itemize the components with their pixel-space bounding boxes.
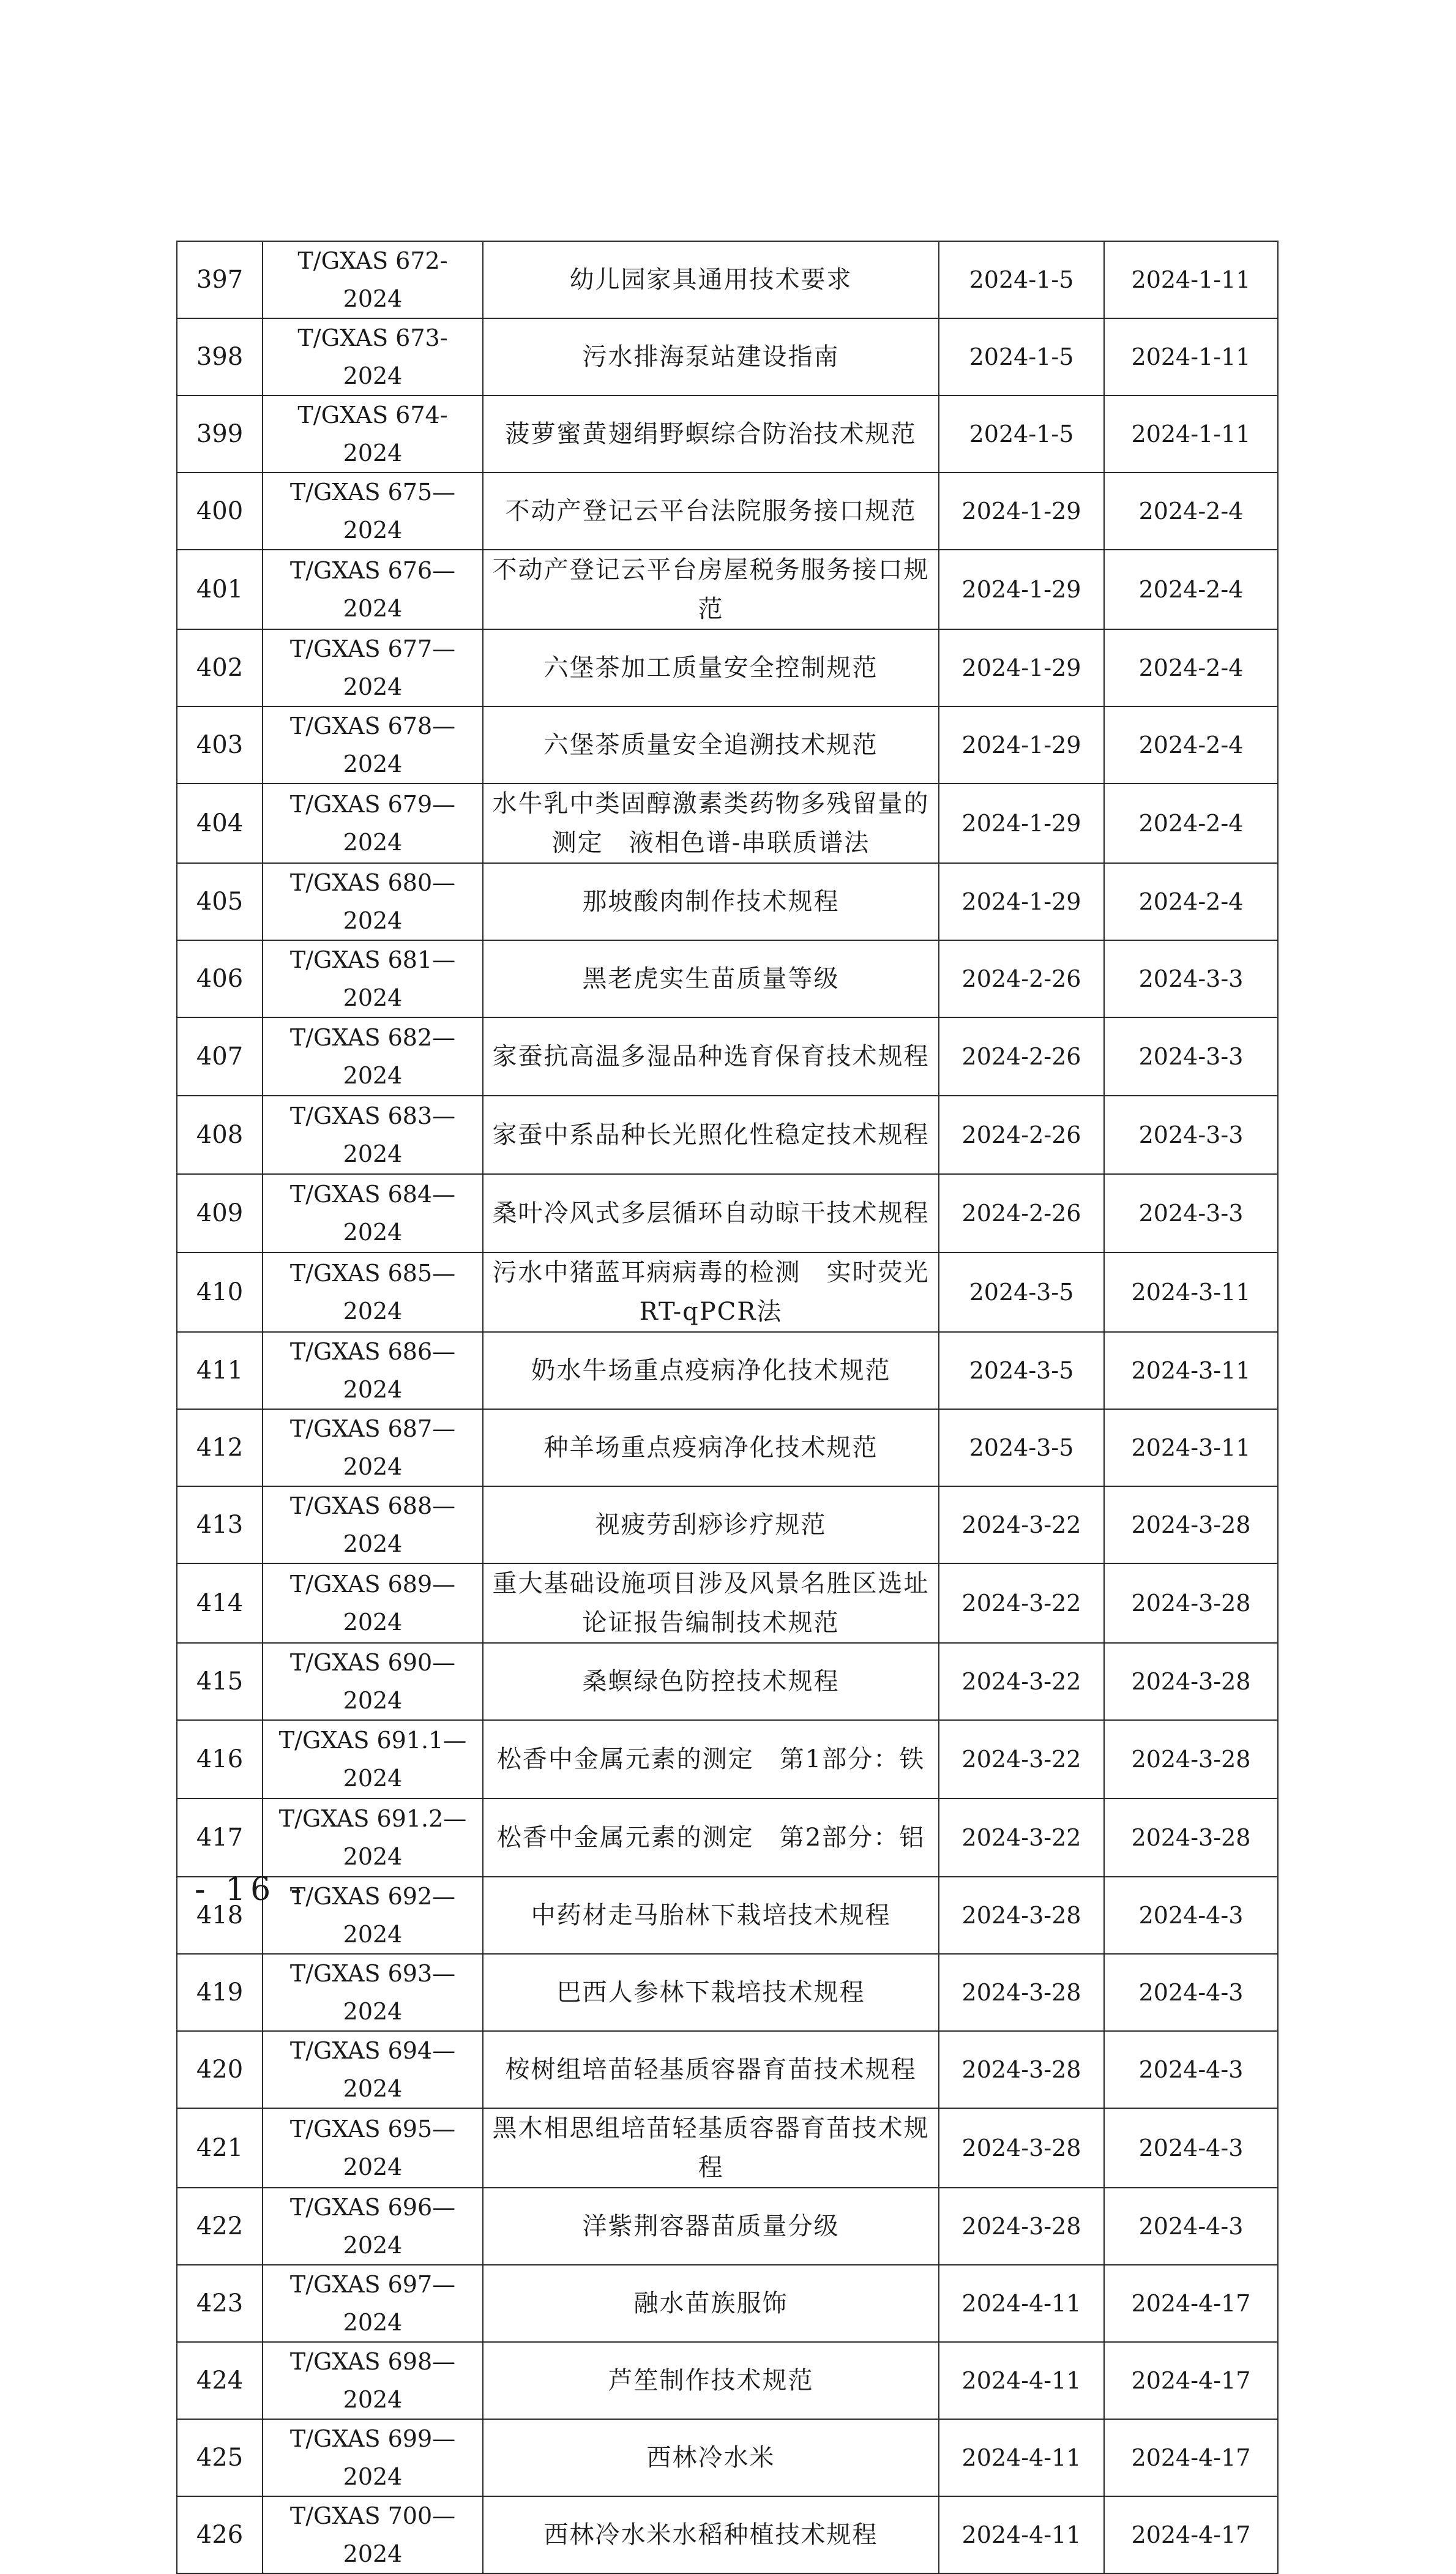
table-row [177,2496,1278,2573]
table-row [177,2188,1278,2265]
table-row [177,1332,1278,1409]
standard-code-cell: T/GXAS 673-2024 [263,318,483,395]
publish-date-cell: 2024-1-29 [939,706,1104,784]
standard-name-cell: 洋紫荆容器苗质量分级 [483,2188,939,2265]
standard-name-cell: 不动产登记云平台房屋税务服务接口规范 [483,550,939,629]
table-row [177,1563,1278,1643]
standard-name-cell: 那坡酸肉制作技术规程 [483,863,939,940]
implement-date-cell: 2024-3-28 [1104,1798,1278,1877]
row-number-cell: 414 [177,1563,263,1643]
publish-date-cell: 2024-3-5 [939,1252,1104,1332]
table-row [177,629,1278,706]
row-number-cell: 413 [177,1486,263,1563]
standard-name-cell: 种羊场重点疫病净化技术规范 [483,1409,939,1486]
implement-date-cell: 2024-3-3 [1104,1096,1278,1174]
implement-date-cell: 2024-4-3 [1104,1877,1278,1954]
table-row [177,241,1278,318]
publish-date-cell: 2024-4-11 [939,2496,1104,2573]
row-number-cell: 410 [177,1252,263,1332]
row-number-cell: 406 [177,940,263,1017]
row-number-cell: 401 [177,550,263,629]
standard-code-cell: T/GXAS 678—2024 [263,706,483,784]
implement-date-cell: 2024-3-11 [1104,1409,1278,1486]
implement-date-cell: 2024-4-17 [1104,2342,1278,2419]
table-row [177,706,1278,784]
standard-name-cell: 西林冷水米水稻种植技术规程 [483,2496,939,2573]
standard-code-cell: T/GXAS 674-2024 [263,395,483,473]
standard-name-cell: 融水苗族服饰 [483,2265,939,2342]
implement-date-cell: 2024-4-3 [1104,2031,1278,2108]
implement-date-cell: 2024-4-3 [1104,2108,1278,2188]
implement-date-cell: 2024-2-4 [1104,629,1278,706]
row-number-cell: 398 [177,318,263,395]
table-row [177,863,1278,940]
implement-date-cell: 2024-4-3 [1104,2188,1278,2265]
table-row [177,1409,1278,1486]
row-number-cell: 425 [177,2419,263,2496]
standard-name-cell: 松香中金属元素的测定 第1部分：铁 [483,1720,939,1798]
row-number-cell: 412 [177,1409,263,1486]
row-number-cell: 405 [177,863,263,940]
table-row [177,1017,1278,1096]
standard-name-cell: 奶水牛场重点疫病净化技术规范 [483,1332,939,1409]
publish-date-cell: 2024-2-26 [939,1174,1104,1252]
publish-date-cell: 2024-4-11 [939,2342,1104,2419]
standard-code-cell: T/GXAS 687—2024 [263,1409,483,1486]
standard-name-cell: 黑木相思组培苗轻基质容器育苗技术规程 [483,2108,939,2188]
row-number-cell: 404 [177,784,263,863]
table-row [177,318,1278,395]
publish-date-cell: 2024-3-22 [939,1643,1104,1720]
publish-date-cell: 2024-1-29 [939,863,1104,940]
publish-date-cell: 2024-3-22 [939,1798,1104,1877]
publish-date-cell: 2024-4-11 [939,2419,1104,2496]
publish-date-cell: 2024-1-29 [939,473,1104,550]
standard-code-cell: T/GXAS 694—2024 [263,2031,483,2108]
publish-date-cell: 2024-3-22 [939,1720,1104,1798]
table-row [177,2342,1278,2419]
standard-code-cell: T/GXAS 691.2—2024 [263,1798,483,1877]
standard-name-cell: 不动产登记云平台法院服务接口规范 [483,473,939,550]
row-number-cell: 426 [177,2496,263,2573]
publish-date-cell: 2024-2-26 [939,940,1104,1017]
implement-date-cell: 2024-3-28 [1104,1643,1278,1720]
table-row [177,550,1278,629]
standard-code-cell: T/GXAS 692—2024 [263,1877,483,1954]
implement-date-cell: 2024-1-11 [1104,241,1278,318]
table-row [177,473,1278,550]
row-number-cell: 419 [177,1954,263,2031]
page-number: - 16 - [195,1871,307,1908]
table-row [177,2031,1278,2108]
publish-date-cell: 2024-1-5 [939,241,1104,318]
table-row [177,2108,1278,2188]
publish-date-cell: 2024-3-28 [939,1954,1104,2031]
standard-name-cell: 芦笙制作技术规范 [483,2342,939,2419]
standard-code-cell: T/GXAS 690—2024 [263,1643,483,1720]
table-row [177,2265,1278,2342]
row-number-cell: 402 [177,629,263,706]
table-row [177,1096,1278,1174]
standard-name-cell: 桉树组培苗轻基质容器育苗技术规程 [483,2031,939,2108]
publish-date-cell: 2024-3-22 [939,1563,1104,1643]
publish-date-cell: 2024-3-5 [939,1332,1104,1409]
standard-code-cell: T/GXAS 700—2024 [263,2496,483,2573]
implement-date-cell: 2024-2-4 [1104,706,1278,784]
table-row [177,2419,1278,2496]
standard-name-cell: 六堡茶质量安全追溯技术规范 [483,706,939,784]
standard-name-cell: 西林冷水米 [483,2419,939,2496]
standard-name-cell: 六堡茶加工质量安全控制规范 [483,629,939,706]
standard-code-cell: T/GXAS 685—2024 [263,1252,483,1332]
row-number-cell: 423 [177,2265,263,2342]
table-row [177,1486,1278,1563]
standard-name-cell: 水牛乳中类固醇激素类药物多残留量的测定 液相色谱-串联质谱法 [483,784,939,863]
standard-code-cell: T/GXAS 693—2024 [263,1954,483,2031]
standard-code-cell: T/GXAS 696—2024 [263,2188,483,2265]
standard-code-cell: T/GXAS 698—2024 [263,2342,483,2419]
standard-name-cell: 黑老虎实生苗质量等级 [483,940,939,1017]
standard-code-cell: T/GXAS 680—2024 [263,863,483,940]
publish-date-cell: 2024-1-29 [939,784,1104,863]
implement-date-cell: 2024-4-3 [1104,1954,1278,2031]
standard-code-cell: T/GXAS 695—2024 [263,2108,483,2188]
publish-date-cell: 2024-2-26 [939,1017,1104,1096]
standard-name-cell: 巴西人参林下栽培技术规程 [483,1954,939,2031]
standard-name-cell: 松香中金属元素的测定 第2部分：铝 [483,1798,939,1877]
implement-date-cell: 2024-4-17 [1104,2496,1278,2573]
standard-code-cell: T/GXAS 682—2024 [263,1017,483,1096]
standard-name-cell: 中药材走马胎林下栽培技术规程 [483,1877,939,1954]
implement-date-cell: 2024-4-17 [1104,2419,1278,2496]
row-number-cell: 421 [177,2108,263,2188]
standard-name-cell: 菠萝蜜黄翅绢野螟综合防治技术规范 [483,395,939,473]
standard-name-cell: 家蚕中系品种长光照化性稳定技术规程 [483,1096,939,1174]
implement-date-cell: 2024-1-11 [1104,318,1278,395]
standard-name-cell: 污水排海泵站建设指南 [483,318,939,395]
standard-code-cell: T/GXAS 697—2024 [263,2265,483,2342]
publish-date-cell: 2024-2-26 [939,1096,1104,1174]
publish-date-cell: 2024-3-28 [939,2108,1104,2188]
implement-date-cell: 2024-2-4 [1104,784,1278,863]
standards-table-body [177,241,1278,2573]
standard-code-cell: T/GXAS 675—2024 [263,473,483,550]
publish-date-cell: 2024-3-28 [939,2031,1104,2108]
publish-date-cell: 2024-1-5 [939,395,1104,473]
standard-code-cell: T/GXAS 689—2024 [263,1563,483,1643]
table-row [177,395,1278,473]
table-row [177,1643,1278,1720]
standard-name-cell: 重大基础设施项目涉及风景名胜区选址论证报告编制技术规范 [483,1563,939,1643]
implement-date-cell: 2024-2-4 [1104,473,1278,550]
table-row [177,1798,1278,1877]
table-row [177,1174,1278,1252]
row-number-cell: 420 [177,2031,263,2108]
row-number-cell: 403 [177,706,263,784]
standard-name-cell: 桑叶冷风式多层循环自动晾干技术规程 [483,1174,939,1252]
row-number-cell: 408 [177,1096,263,1174]
table-row [177,940,1278,1017]
implement-date-cell: 2024-3-11 [1104,1332,1278,1409]
implement-date-cell: 2024-4-17 [1104,2265,1278,2342]
standard-code-cell: T/GXAS 679—2024 [263,784,483,863]
row-number-cell: 411 [177,1332,263,1409]
implement-date-cell: 2024-3-3 [1104,1017,1278,1096]
row-number-cell: 399 [177,395,263,473]
row-number-cell: 400 [177,473,263,550]
standard-code-cell: T/GXAS 699—2024 [263,2419,483,2496]
publish-date-cell: 2024-1-5 [939,318,1104,395]
standards-table [176,241,1279,2574]
standard-name-cell: 家蚕抗高温多湿品种选育保育技术规程 [483,1017,939,1096]
implement-date-cell: 2024-2-4 [1104,550,1278,629]
standard-name-cell: 桑螟绿色防控技术规程 [483,1643,939,1720]
table-row [177,1252,1278,1332]
implement-date-cell: 2024-1-11 [1104,395,1278,473]
row-number-cell: 424 [177,2342,263,2419]
standard-name-cell: 污水中猪蓝耳病病毒的检测 实时荧光RT-qPCR法 [483,1252,939,1332]
standard-code-cell: T/GXAS 683—2024 [263,1096,483,1174]
standard-code-cell: T/GXAS 688—2024 [263,1486,483,1563]
row-number-cell: 417 [177,1798,263,1877]
implement-date-cell: 2024-2-4 [1104,863,1278,940]
publish-date-cell: 2024-3-28 [939,2188,1104,2265]
standard-code-cell: T/GXAS 681—2024 [263,940,483,1017]
implement-date-cell: 2024-3-28 [1104,1486,1278,1563]
standard-code-cell: T/GXAS 686—2024 [263,1332,483,1409]
implement-date-cell: 2024-3-3 [1104,1174,1278,1252]
publish-date-cell: 2024-3-5 [939,1409,1104,1486]
table-row [177,784,1278,863]
publish-date-cell: 2024-1-29 [939,629,1104,706]
row-number-cell: 422 [177,2188,263,2265]
publish-date-cell: 2024-3-22 [939,1486,1104,1563]
row-number-cell: 397 [177,241,263,318]
row-number-cell: 418 [177,1877,263,1954]
implement-date-cell: 2024-3-28 [1104,1563,1278,1643]
standard-code-cell: T/GXAS 676—2024 [263,550,483,629]
standard-name-cell: 视疲劳刮痧诊疗规范 [483,1486,939,1563]
implement-date-cell: 2024-3-3 [1104,940,1278,1017]
table-row [177,1877,1278,1954]
table-row [177,1954,1278,2031]
row-number-cell: 416 [177,1720,263,1798]
publish-date-cell: 2024-1-29 [939,550,1104,629]
implement-date-cell: 2024-3-28 [1104,1720,1278,1798]
standard-name-cell: 幼儿园家具通用技术要求 [483,241,939,318]
row-number-cell: 409 [177,1174,263,1252]
standard-code-cell: T/GXAS 677—2024 [263,629,483,706]
table-row [177,1720,1278,1798]
publish-date-cell: 2024-3-28 [939,1877,1104,1954]
standard-code-cell: T/GXAS 684—2024 [263,1174,483,1252]
row-number-cell: 407 [177,1017,263,1096]
publish-date-cell: 2024-4-11 [939,2265,1104,2342]
standard-code-cell: T/GXAS 672-2024 [263,241,483,318]
row-number-cell: 415 [177,1643,263,1720]
standard-code-cell: T/GXAS 691.1—2024 [263,1720,483,1798]
implement-date-cell: 2024-3-11 [1104,1252,1278,1332]
